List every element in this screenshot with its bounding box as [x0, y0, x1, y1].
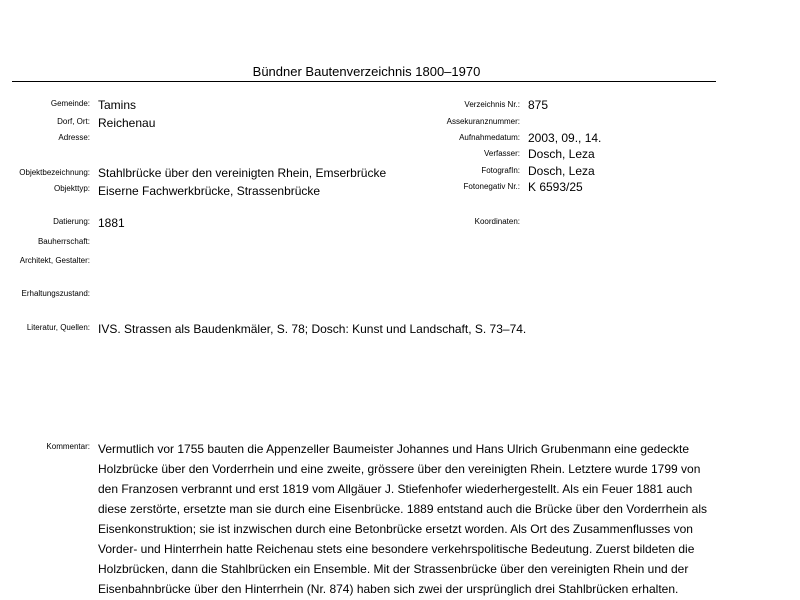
label-adresse: Adresse: — [58, 133, 90, 142]
value-gemeinde: Tamins — [98, 98, 137, 112]
label-gemeinde: Gemeinde: — [50, 99, 90, 108]
label-bauherrschaft: Bauherrschaft: — [37, 237, 90, 246]
label-objektbezeichnung: Objektbezeichnung: — [19, 168, 90, 177]
label-assekuranz: Assekuranznummer: — [446, 117, 520, 126]
label-architekt: Architekt, Gestalter: — [19, 256, 90, 265]
value-literatur: IVS. Strassen als Baudenkmäler, S. 78; Dosch: Kunst und Landschaft, S. 73–74. — [98, 322, 527, 336]
title-rule — [12, 81, 716, 82]
value-kommentar: Vermutlich vor 1755 bauten die Appenzeller Baumeister Johannes und Hans Ulrich Grubenmann eine gedeckte Holzbrücke über den Vorderrhein und eine zweite, grössere über den vereinigten Rhein. Letztere wurde 1799 von den Franzosen verbrannt und erst 1819 vom Allgäuer J. Stiefenhofer wiederhergestellt. Als ein Feuer 1881 auch diese zerstörte, ersetzte man sie durch eine Eisenbrücke. 1889 entstand auch die Brücke über den Vorderrhein als Eisenkonstruktion; sie ist inzwischen durch eine Betonbrücke ersetzt worden. Als Ort des Zusammenflusses von Vorder- und Hinterrhein hatte Reichenau stets eine besondere verkehrspolitische Bedeutung. Zuerst bildeten die Holzbrücken, dann die Stahlbrücken ein Ensemble. Mit der Strassenbrücke über den vereinigten Rhein und der Eisenbahnbrücke über den Hinterrhein (Nr. 874) haben sich zwei der ursprünglich drei Stahlbrücken erhalten. — [98, 442, 708, 596]
document-title: Bündner Bautenverzeichnis 1800–1970 — [252, 64, 481, 79]
value-objektbezeichnung: Stahlbrücke über den vereinigten Rhein, Emserbrücke — [98, 166, 387, 180]
label-kommentar: Kommentar: — [46, 442, 90, 451]
value-objekttyp: Eiserne Fachwerkbrücke, Strassenbrücke — [98, 184, 321, 198]
label-erhaltungszustand: Erhaltungszustand: — [21, 289, 90, 298]
value-aufnahmedatum: 2003, 09., 14. — [528, 131, 602, 145]
value-fotograf: Dosch, Leza — [528, 164, 595, 178]
label-aufnahmedatum: Aufnahmedatum: — [459, 133, 520, 142]
label-fotonegativ: Fotonegativ Nr.: — [463, 182, 520, 191]
label-fotograf: FotografIn: — [481, 166, 520, 175]
label-verfasser: Verfasser: — [483, 149, 520, 158]
value-dorf: Reichenau — [98, 116, 156, 130]
label-koordinaten: Koordinaten: — [474, 217, 520, 226]
label-verzeichnis: Verzeichnis Nr.: — [464, 100, 520, 109]
label-literatur: Literatur, Quellen: — [26, 323, 90, 332]
label-dorf: Dorf, Ort: — [57, 117, 90, 126]
value-verzeichnis: 875 — [528, 98, 549, 112]
value-fotonegativ: K 6593/25 — [528, 180, 583, 194]
label-objekttyp: Objekttyp: — [53, 184, 90, 193]
value-datierung: 1881 — [98, 216, 125, 230]
label-datierung: Datierung: — [53, 217, 90, 226]
value-verfasser: Dosch, Leza — [528, 147, 595, 161]
